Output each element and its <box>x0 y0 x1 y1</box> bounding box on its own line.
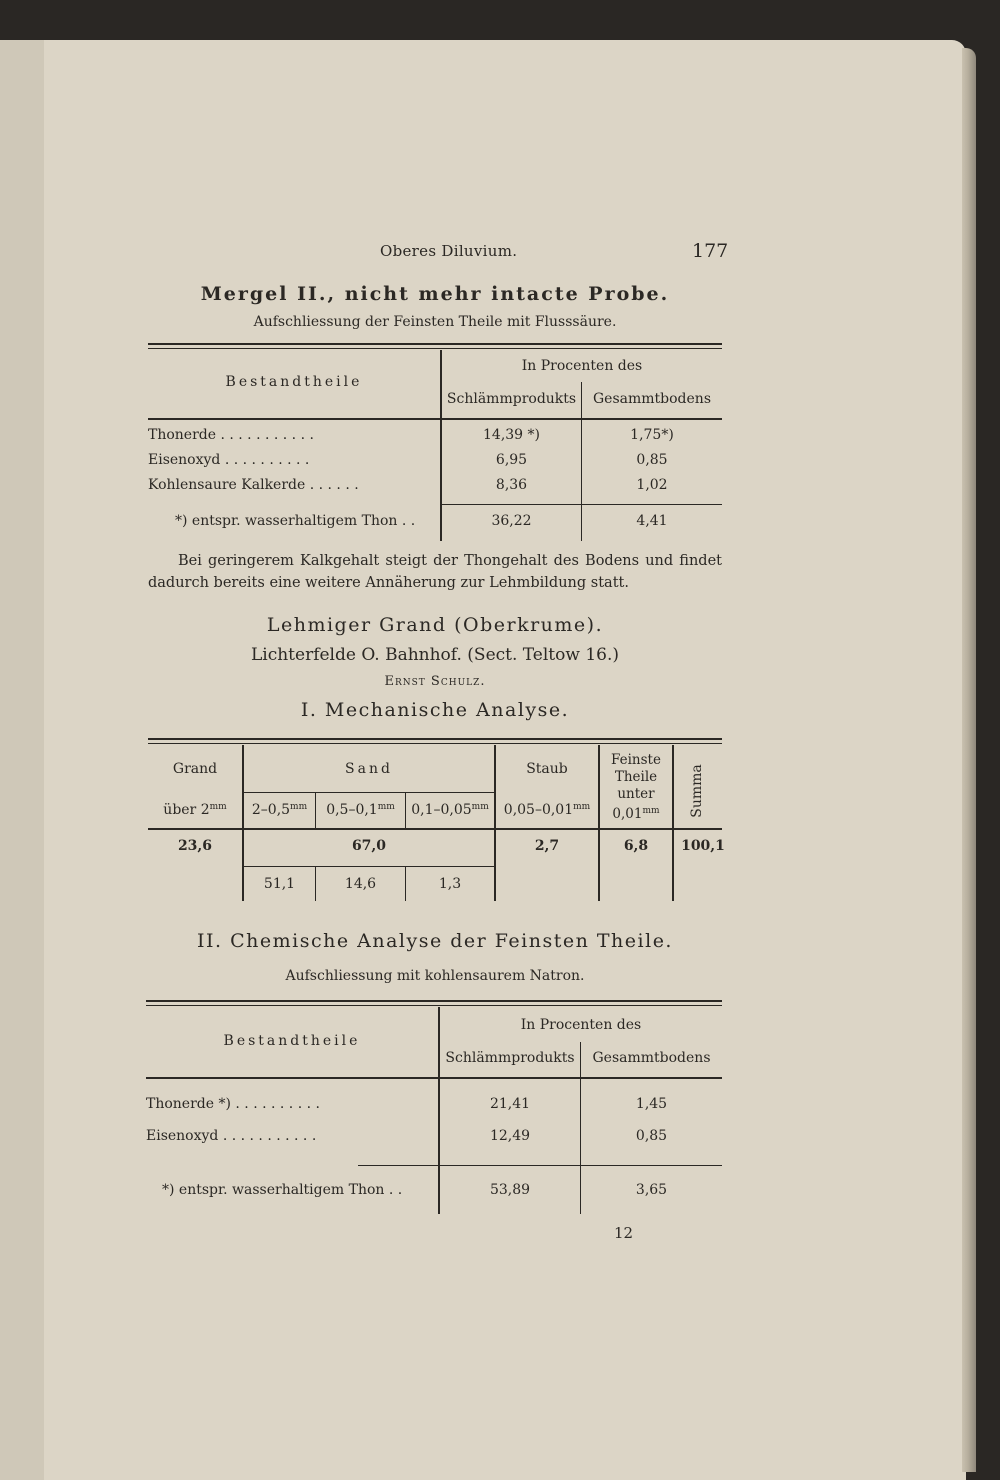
mech-analysis-title: I. Mechanische Analyse. <box>300 699 570 721</box>
section1-subtitle: Aufschliessung der Feinsten Theile mit Flusssäure. <box>253 314 617 330</box>
table-cell: 0,85 <box>636 452 668 468</box>
table-row-label: Thonerde . . . . . . . . . . . <box>148 427 314 443</box>
col-bestandtheile: Bestandtheile <box>225 374 363 390</box>
table-cell: 6,95 <box>495 452 528 468</box>
col-staub-range: $0,05-0,01^{mm}$ <box>503 802 591 818</box>
table-row-label: Eisenoxyd . . . . . . . . . . <box>148 452 310 468</box>
group-header: In Procenten des <box>520 1017 642 1033</box>
value-grand: 23,6 <box>177 838 213 854</box>
col-bestandtheile: Bestandtheile <box>223 1033 361 1049</box>
col-sand-range: $0,5-0,1^{mm}$ <box>326 802 395 818</box>
table-cell: 8,36 <box>495 477 528 493</box>
table-cell: 12,49 <box>489 1128 531 1144</box>
col-schlaemmprodukts: Schlämmprodukts <box>445 1050 575 1066</box>
col-schlaemmprodukts: Schlämmprodukts <box>446 391 577 407</box>
col-sand-range: $2-0,5^{mm}$ <box>251 802 308 818</box>
footnote-row-label: *) entspr. wasserhaltigem Thon . . <box>175 513 416 529</box>
group-header: In Procenten des <box>521 358 643 374</box>
col-feinste: Feinste Theile unter $0,01^{mm}$ <box>611 752 661 822</box>
value-summa: 100,1 <box>681 838 725 854</box>
col-gesammtbodens: Gesammtbodens <box>592 391 711 407</box>
col-gesammtbodens: Gesammtbodens <box>592 1050 711 1066</box>
value-sand-part: 14,6 <box>344 876 377 892</box>
col-staub: Staub <box>526 761 568 777</box>
col-summa: Summa <box>689 764 705 818</box>
table-cell: 21,41 <box>489 1096 531 1112</box>
value-sand-part: 1,3 <box>438 876 462 892</box>
value-feinste: 6,8 <box>623 838 649 854</box>
location-line: Lichterfelde O. Bahnhof. (Sect. Teltow 16.) <box>250 645 619 665</box>
table-row-label: Kohlensaure Kalkerde . . . . . . <box>148 477 359 493</box>
col-grand-range: über $2^{mm}$ <box>163 802 227 818</box>
col-grand: Grand <box>172 761 218 777</box>
body-paragraph: Bei geringerem Kalkgehalt steigt der Thongehalt des Bodens und findet dadurch bereits eine weitere Annäherung zur Lehmbildung statt. <box>148 553 722 591</box>
running-title: Oberes Diluvium. <box>380 242 518 260</box>
table-cell: 0,85 <box>635 1128 668 1144</box>
table-cell: 1,45 <box>635 1096 668 1112</box>
page-number: 177 <box>692 240 729 262</box>
facing-page-edge <box>0 40 44 1480</box>
printer-signature: 12 <box>614 1224 634 1242</box>
section2-title: Lehmiger Grand (Oberkrume). <box>266 614 604 636</box>
author-name: Ernst Schulz. <box>384 674 486 689</box>
chem-analysis-title: II. Chemische Analyse der Feinsten Theile. <box>197 930 673 952</box>
value-sand-total: 67,0 <box>351 838 387 854</box>
table-cell: 14,39 *) <box>483 427 540 443</box>
table-cell: 53,89 <box>489 1182 531 1198</box>
value-staub: 2,7 <box>534 838 560 854</box>
chem-analysis-subtitle: Aufschliessung mit kohlensaurem Natron. <box>285 968 585 984</box>
page-stack-edge <box>962 48 976 1472</box>
footnote-row-label: *) entspr. wasserhaltigem Thon . . <box>162 1182 403 1198</box>
table-cell: 3,65 <box>635 1182 668 1198</box>
table-cell: 36,22 <box>491 513 532 529</box>
table-cell: 1,02 <box>636 477 668 493</box>
table-row-label: Eisenoxyd . . . . . . . . . . . <box>146 1128 317 1144</box>
section1-title: Mergel II., nicht mehr intacte Probe. <box>200 283 670 305</box>
table-cell: 1,75*) <box>630 427 674 443</box>
col-sand: Sand <box>345 761 393 777</box>
table-cell: 4,41 <box>636 513 668 529</box>
value-sand-part: 51,1 <box>263 876 296 892</box>
col-sand-range: $0,1-0,05^{mm}$ <box>411 802 489 818</box>
table-row-label: Thonerde *) . . . . . . . . . . <box>146 1096 320 1112</box>
